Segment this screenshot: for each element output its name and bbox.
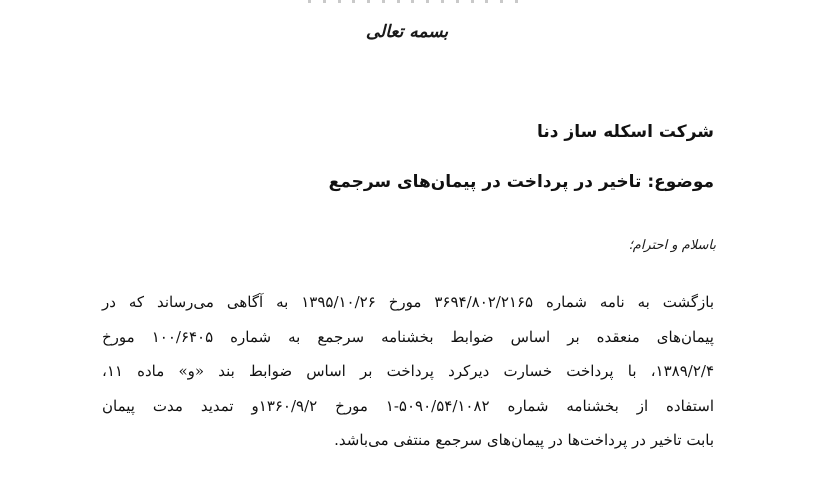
letterhead-remnant — [308, 0, 518, 4]
body-line: پیمان‌های منعقده بر اساس ضوابط بخشنامه سرجمع به شماره ۱۰۰/۶۴۰۵ مورخ — [102, 327, 714, 346]
subject-line: موضوع: تاخیر در پرداخت در پیمان‌های سرجمع — [328, 172, 714, 192]
body-line: بازگشت به نامه شماره ۳۶۹۴/۸۰۲/۲۱۶۵ مورخ ۱۳۹۵/۱۰/۲۶ به آگاهی می‌رساند که در — [102, 293, 714, 311]
invocation-heading: بسمه تعالی — [365, 22, 449, 42]
greeting-line: باسلام و احترام؛ — [628, 238, 716, 253]
body-line: ۱۳۸۹/۲/۴، با پرداخت خسارت دیرکرد پرداخت بر اساس ضوابط بند «و» ماده ۱۱، — [102, 362, 714, 380]
letter-body — [102, 285, 714, 458]
recipient-line: شرکت اسکله ساز دنا — [537, 122, 714, 142]
body-line: بابت تاخیر در پرداخت‌ها در پیمان‌های سرجمع منتفی می‌باشد. — [334, 431, 714, 449]
body-line: استفاده از بخشنامه شماره ۵۰۹۰/۵۴/۱۰۸۲-۱ مورخ ۱۳۶۰/۹/۲و تمدید مدت پیمان — [102, 396, 714, 415]
